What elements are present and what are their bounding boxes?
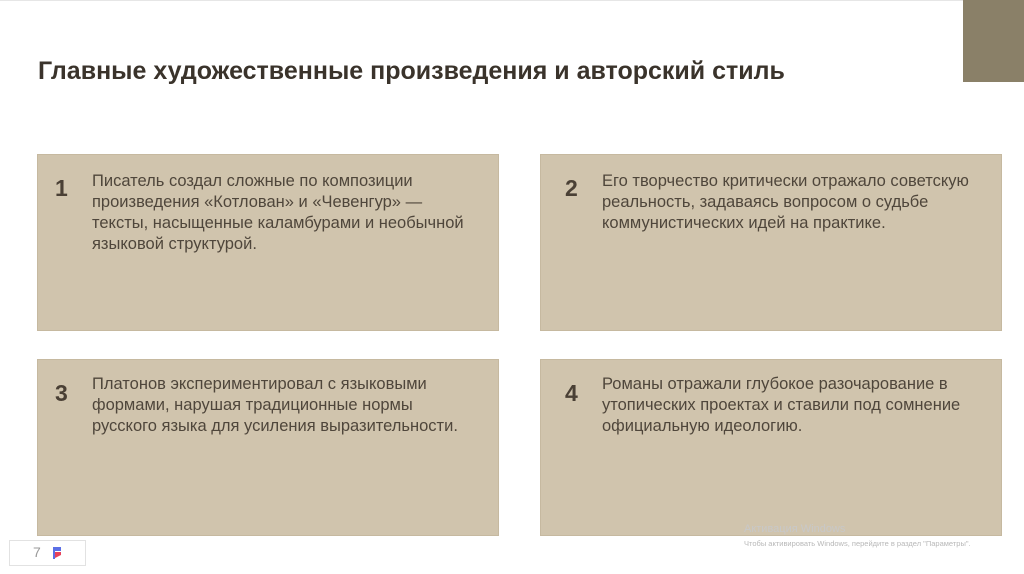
- card-3: [38, 360, 498, 535]
- card-4: [541, 360, 1001, 535]
- page-indicator[interactable]: [9, 540, 86, 566]
- card-text: Романы отражали глубокое разочарование в утопических проектах и ставили под сомнение официальную идеологию.: [602, 375, 961, 435]
- card-1: [38, 155, 498, 330]
- card-number: 3: [55, 380, 68, 406]
- app-logo-icon: [51, 546, 63, 560]
- card-2: [541, 155, 1001, 330]
- card-text: Платонов экспериментировал с языковыми формами, нарушая традиционные нормы русского языка для усиления выразительности.: [92, 375, 458, 435]
- card-text: Писатель создал сложные по композиции произведения «Котлован» и «Чевенгур» — тексты, насыщенные каламбурами и необычной языковой структурой.: [92, 172, 464, 253]
- card-number: 1: [55, 175, 68, 201]
- page-number: 7: [33, 544, 41, 560]
- card-number: 2: [565, 175, 578, 201]
- slide-top-border: [0, 0, 1024, 1]
- corner-accent-block: [963, 0, 1024, 82]
- slide-title: Главные художественные произведения и авторский стиль: [38, 57, 785, 85]
- windows-activation-text: Чтобы активировать Windows, перейдите в раздел "Параметры".: [744, 539, 971, 548]
- card-text: Его творчество критически отражало советскую реальность, задаваясь вопросом о судьбе коммунистических идей на практике.: [602, 172, 969, 232]
- windows-activation-title: Активация Windows: [744, 523, 846, 535]
- card-number: 4: [565, 380, 578, 406]
